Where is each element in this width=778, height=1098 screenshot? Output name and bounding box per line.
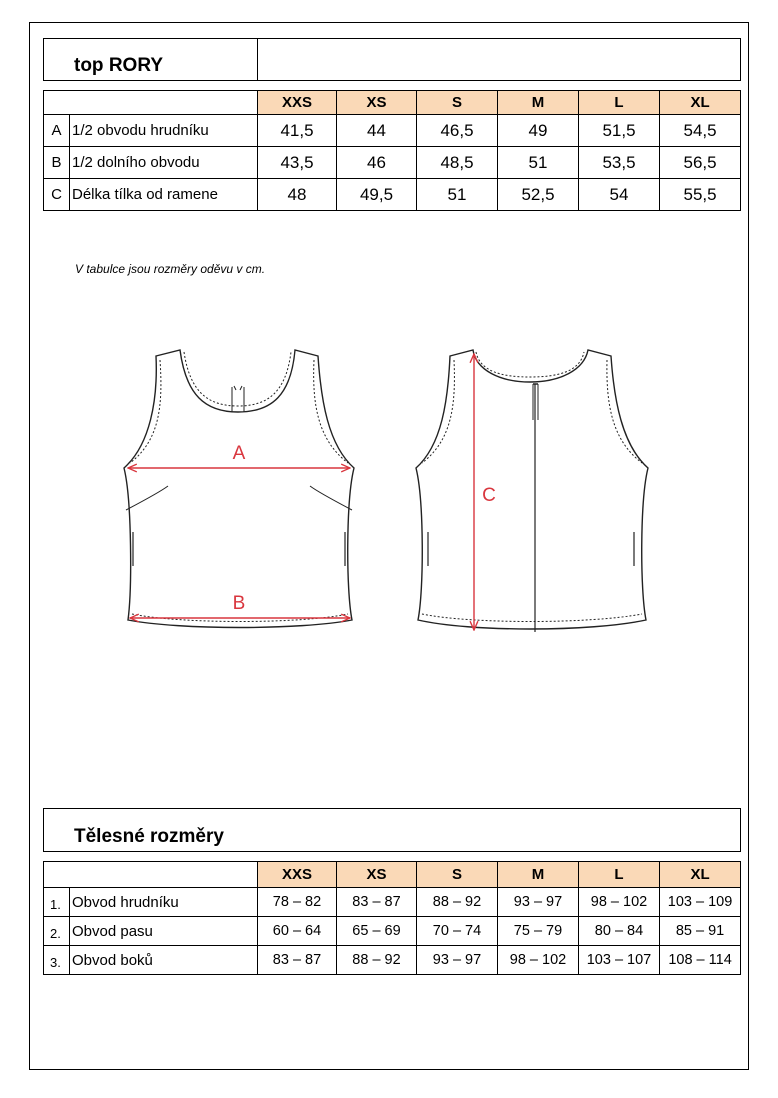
row-index: 3. [44, 946, 70, 975]
measurement-value: 52,5 [498, 179, 579, 211]
measurement-range: 98 – 102 [579, 888, 660, 917]
measurement-range: 98 – 102 [498, 946, 579, 975]
table-row [44, 888, 741, 917]
measurement-range: 70 – 74 [417, 917, 498, 946]
row-label: 1/2 obvodu hrudníku [70, 115, 258, 147]
size-header: XS [337, 91, 417, 115]
measurement-value: 55,5 [660, 179, 741, 211]
front-view-sketch [124, 350, 354, 628]
measurement-range: 78 – 82 [258, 888, 337, 917]
measurement-range: 85 – 91 [660, 917, 741, 946]
units-note: V tabulce jsou rozměry oděvu v cm. [75, 262, 266, 276]
row-index: 1. [44, 888, 70, 917]
body-header-row [44, 862, 741, 888]
table-row [44, 946, 741, 975]
measurement-range: 83 – 87 [337, 888, 417, 917]
size-header: XS [337, 862, 417, 888]
row-label: Obvod pasu [70, 917, 258, 946]
measurement-range: 83 – 87 [258, 946, 337, 975]
table-row [44, 917, 741, 946]
measurement-value: 44 [337, 115, 417, 147]
measurement-value: 51 [417, 179, 498, 211]
measurement-range: 108 – 114 [660, 946, 741, 975]
size-header: L [579, 862, 660, 888]
measurement-value: 56,5 [660, 147, 741, 179]
measurement-value: 41,5 [258, 115, 337, 147]
row-index: 2. [44, 917, 70, 946]
row-label: Délka tílka od ramene [70, 179, 258, 211]
measurement-range: 93 – 97 [498, 888, 579, 917]
back-view-sketch [416, 350, 648, 632]
body-header-blank [44, 862, 258, 888]
row-label: Obvod hrudníku [70, 888, 258, 917]
body-table-title: Tělesné rozměry [44, 809, 741, 852]
row-letter: A [44, 115, 70, 147]
measure-label-c: C [482, 485, 496, 506]
row-letter: C [44, 179, 70, 211]
body-spacer-row [44, 852, 741, 862]
measurement-range: 80 – 84 [579, 917, 660, 946]
size-header: M [498, 91, 579, 115]
size-header: XXS [258, 91, 337, 115]
measurement-value: 46,5 [417, 115, 498, 147]
body-title-row [44, 809, 741, 852]
measurement-value: 51 [498, 147, 579, 179]
size-header: L [579, 91, 660, 115]
measurement-value: 51,5 [579, 115, 660, 147]
measurement-range: 103 – 107 [579, 946, 660, 975]
measurement-range: 88 – 92 [417, 888, 498, 917]
size-header: M [498, 862, 579, 888]
body-spacer [44, 852, 741, 862]
measurement-value: 54,5 [660, 115, 741, 147]
body-size-table [43, 808, 741, 975]
garment-table-title: top RORY [44, 39, 258, 81]
measurement-value: 48 [258, 179, 337, 211]
measurement-value: 48,5 [417, 147, 498, 179]
measurement-range: 88 – 92 [337, 946, 417, 975]
size-header: XXS [258, 862, 337, 888]
measurement-range: 103 – 109 [660, 888, 741, 917]
measurement-range: 93 – 97 [417, 946, 498, 975]
measure-label-b: B [232, 593, 246, 614]
measurement-range: 65 – 69 [337, 917, 417, 946]
row-label: Obvod boků [70, 946, 258, 975]
measurement-range: 60 – 64 [258, 917, 337, 946]
measurement-value: 49 [498, 115, 579, 147]
measure-label-a: A [232, 443, 246, 464]
size-header: XL [660, 862, 741, 888]
measurement-value: 53,5 [579, 147, 660, 179]
measurement-value: 54 [579, 179, 660, 211]
size-header: S [417, 862, 498, 888]
measurement-range: 75 – 79 [498, 917, 579, 946]
size-header: S [417, 91, 498, 115]
size-header: XL [660, 91, 741, 115]
measurement-value: 43,5 [258, 147, 337, 179]
row-label: 1/2 dolního obvodu [70, 147, 258, 179]
measurement-value: 49,5 [337, 179, 417, 211]
row-letter: B [44, 147, 70, 179]
measurement-value: 46 [337, 147, 417, 179]
